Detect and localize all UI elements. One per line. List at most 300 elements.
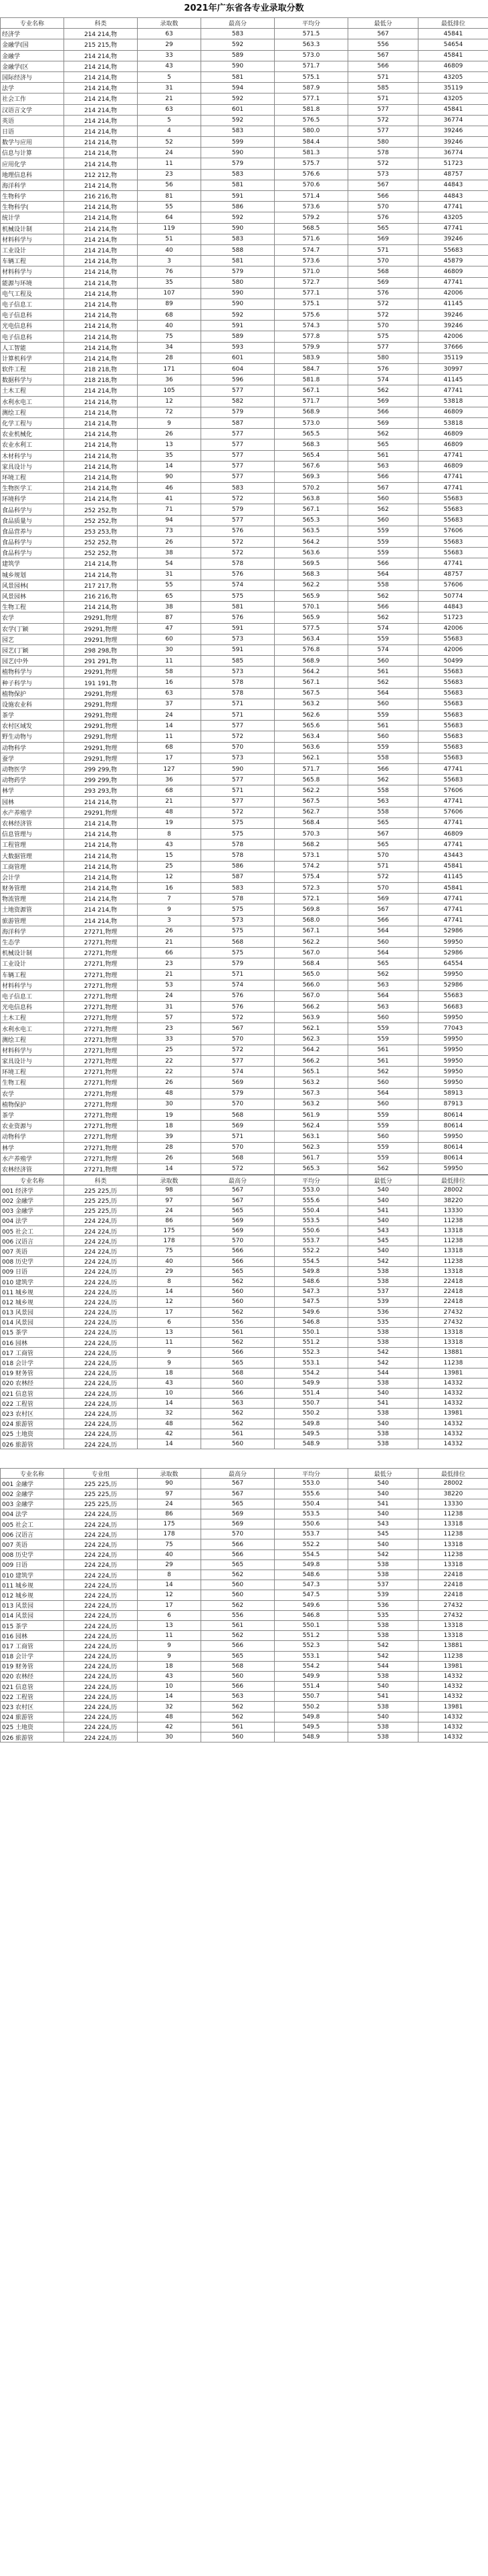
admitted-count-cell: 23	[138, 958, 201, 969]
table-row	[1, 288, 488, 299]
major-name-cell: 008 历史学	[1, 1256, 64, 1266]
major-name-cell: 城乡规划	[1, 569, 64, 580]
admitted-count-cell: 87	[138, 612, 201, 623]
min-rank-cell: 13881	[418, 1641, 488, 1651]
min-score-cell: 538	[348, 1439, 418, 1449]
table-row	[1, 569, 488, 580]
min-score-cell: 558	[348, 807, 418, 817]
category-cell: 214 214,物	[64, 148, 138, 158]
min-rank-cell: 47741	[418, 796, 488, 807]
major-name-cell: 环境科学	[1, 494, 64, 504]
category-cell: 299 299,物	[64, 763, 138, 774]
min-rank-cell: 14332	[418, 1429, 488, 1439]
category-cell: 224 224,历	[64, 1226, 138, 1236]
admitted-count-cell: 14	[138, 461, 201, 472]
min-rank-cell: 51723	[418, 612, 488, 623]
min-rank-cell: 43205	[418, 212, 488, 223]
avg-score-cell: 566.2	[275, 1056, 348, 1067]
min-rank-cell: 80614	[418, 1121, 488, 1131]
min-score-cell: 564	[348, 688, 418, 699]
avg-score-cell: 551.2	[275, 1631, 348, 1641]
min-rank-cell: 42006	[418, 331, 488, 342]
max-score-cell: 570	[201, 1099, 275, 1109]
max-score-cell: 566	[201, 1641, 275, 1651]
major-name-cell: 软件工程	[1, 364, 64, 375]
table-row	[1, 1206, 488, 1216]
max-score-cell: 568	[201, 936, 275, 947]
category-cell: 214 214,物	[64, 472, 138, 482]
major-name-cell: 大数据管理	[1, 850, 64, 861]
min-score-cell: 541	[348, 1692, 418, 1702]
avg-score-cell: 575.7	[275, 158, 348, 169]
max-score-cell: 571	[201, 785, 275, 796]
min-score-cell: 535	[348, 1610, 418, 1620]
max-score-cell: 567	[201, 1489, 275, 1499]
min-rank-cell: 64554	[418, 958, 488, 969]
max-score-cell: 591	[201, 191, 275, 202]
admitted-count-cell: 75	[138, 1539, 201, 1549]
major-name-cell: 005 社会工	[1, 1226, 64, 1236]
category-cell: 214 214,物	[64, 840, 138, 850]
min-rank-cell: 59950	[418, 1013, 488, 1023]
major-name-cell: 能源与环境	[1, 277, 64, 288]
min-rank-cell: 47741	[418, 904, 488, 915]
major-name-cell: 物流管理	[1, 894, 64, 904]
admitted-count-cell: 9	[138, 1358, 201, 1368]
min-rank-cell: 55683	[418, 699, 488, 709]
category-cell: 218 218,物	[64, 364, 138, 375]
admitted-count-cell: 7	[138, 894, 201, 904]
avg-score-cell: 576.8	[275, 645, 348, 655]
table-header-row	[1, 18, 488, 29]
admitted-count-cell: 37	[138, 699, 201, 709]
min-score-cell: 570	[348, 321, 418, 331]
max-score-cell: 577	[201, 775, 275, 785]
min-rank-cell: 45841	[418, 29, 488, 39]
major-name-cell: 025 土地资	[1, 1722, 64, 1732]
category-cell: 252 252,物	[64, 504, 138, 515]
min-score-cell: 540	[348, 1246, 418, 1256]
avg-score-cell: 554.5	[275, 1256, 348, 1266]
table-row	[1, 1570, 488, 1580]
major-name-cell: 018 会计学	[1, 1358, 64, 1368]
table-row	[1, 537, 488, 548]
avg-score-cell: 576.6	[275, 169, 348, 180]
min-rank-cell: 13330	[418, 1499, 488, 1509]
table-row	[1, 1013, 488, 1023]
table-row	[1, 417, 488, 428]
major-name-cell: 010 建筑学	[1, 1276, 64, 1286]
table-row	[1, 829, 488, 840]
min-rank-cell: 35119	[418, 83, 488, 94]
major-name-cell: 车辆工程	[1, 256, 64, 266]
min-rank-cell: 38220	[418, 1195, 488, 1206]
avg-score-cell: 551.4	[275, 1682, 348, 1692]
max-score-cell: 596	[201, 375, 275, 385]
header-category: 科类	[64, 18, 138, 29]
table-row	[1, 1276, 488, 1286]
avg-score-cell: 572.7	[275, 277, 348, 288]
min-score-cell: 562	[348, 969, 418, 980]
category-cell: 29291,物理	[64, 710, 138, 721]
avg-score-cell: 575.4	[275, 872, 348, 882]
avg-score-cell: 555.6	[275, 1489, 348, 1499]
category-cell: 293 293,物	[64, 785, 138, 796]
category-cell: 225 225,历	[64, 1185, 138, 1195]
category-cell: 214 214,物	[64, 439, 138, 450]
major-name-cell: 植物科学与	[1, 667, 64, 677]
table-row	[1, 1539, 488, 1549]
category-cell: 29291,物理	[64, 731, 138, 742]
max-score-cell: 572	[201, 1163, 275, 1174]
max-score-cell: 574	[201, 580, 275, 590]
avg-score-cell: 573.0	[275, 417, 348, 428]
avg-score-cell: 550.4	[275, 1499, 348, 1509]
major-name-cell: 动物科学	[1, 1131, 64, 1142]
min-rank-cell: 41145	[418, 872, 488, 882]
admitted-count-cell: 16	[138, 883, 201, 894]
major-name-cell: 015 茶学	[1, 1327, 64, 1337]
min-rank-cell: 55683	[418, 990, 488, 1001]
min-score-cell: 567	[348, 829, 418, 840]
min-rank-cell: 22418	[418, 1570, 488, 1580]
avg-score-cell: 550.2	[275, 1409, 348, 1419]
admitted-count-cell: 33	[138, 50, 201, 61]
min-score-cell: 559	[348, 1023, 418, 1034]
max-score-cell: 566	[201, 1549, 275, 1559]
min-score-cell: 570	[348, 850, 418, 861]
major-name-cell: 车辆工程	[1, 969, 64, 980]
major-name-cell: 家具设计与	[1, 1056, 64, 1067]
min-score-cell: 559	[348, 526, 418, 536]
table-row	[1, 115, 488, 126]
max-score-cell: 573	[201, 915, 275, 926]
min-score-cell: 540	[348, 1195, 418, 1206]
table-row	[1, 850, 488, 861]
max-score-cell: 583	[201, 234, 275, 244]
min-score-cell: 562	[348, 677, 418, 688]
score-table-physics	[0, 17, 488, 1175]
admitted-count-cell: 9	[138, 1641, 201, 1651]
major-name-cell: 023 农村区	[1, 1702, 64, 1712]
avg-score-cell: 549.8	[275, 1559, 348, 1570]
admitted-count-cell: 97	[138, 1195, 201, 1206]
max-score-cell: 562	[201, 1409, 275, 1419]
min-rank-cell: 45841	[418, 861, 488, 872]
major-name-cell: 农林经济管	[1, 1163, 64, 1174]
table-row	[1, 1317, 488, 1327]
min-rank-cell: 59950	[418, 936, 488, 947]
major-name-cell: 农学(丁颖	[1, 623, 64, 634]
min-score-cell: 571	[348, 71, 418, 82]
min-rank-cell: 52986	[418, 948, 488, 958]
max-score-cell: 567	[201, 1479, 275, 1489]
admitted-count-cell: 17	[138, 1307, 201, 1317]
max-score-cell: 583	[201, 29, 275, 39]
avg-score-cell: 546.8	[275, 1610, 348, 1620]
min-rank-cell: 55683	[418, 537, 488, 548]
min-rank-cell: 13881	[418, 1348, 488, 1358]
major-name-cell: 家具设计与	[1, 461, 64, 472]
category-cell: 214 214,物	[64, 883, 138, 894]
avg-score-cell: 563.2	[275, 699, 348, 709]
avg-score-cell: 553.7	[275, 1236, 348, 1246]
min-score-cell: 537	[348, 1287, 418, 1297]
min-rank-cell: 55683	[418, 244, 488, 255]
major-name-cell: 野生动物与	[1, 731, 64, 742]
avg-score-cell: 563.6	[275, 548, 348, 558]
min-score-cell: 556	[348, 39, 418, 50]
major-name-cell: 013 风景园	[1, 1307, 64, 1317]
max-score-cell: 575	[201, 948, 275, 958]
category-cell: 214 214,物	[64, 180, 138, 190]
category-cell: 224 224,历	[64, 1399, 138, 1409]
max-score-cell: 575	[201, 829, 275, 840]
table-row	[1, 753, 488, 763]
category-cell: 29291,物理	[64, 742, 138, 753]
max-score-cell: 578	[201, 894, 275, 904]
major-name-cell: 光电信息科	[1, 1002, 64, 1013]
major-name-cell: 026 旅游管	[1, 1732, 64, 1742]
major-name-cell: 动物医学	[1, 763, 64, 774]
major-name-cell: 英语	[1, 115, 64, 126]
major-name-cell: 经济学	[1, 29, 64, 39]
table-row	[1, 861, 488, 872]
max-score-cell: 575	[201, 590, 275, 601]
admitted-count-cell: 22	[138, 1067, 201, 1077]
min-rank-cell: 59950	[418, 1131, 488, 1142]
table-row	[1, 1419, 488, 1429]
min-score-cell: 571	[348, 861, 418, 872]
min-score-cell: 576	[348, 288, 418, 299]
table-row	[1, 883, 488, 894]
major-name-cell: 013 风景园	[1, 1600, 64, 1610]
major-name-cell: 人工智能	[1, 342, 64, 353]
score-table-history-a-body	[1, 1175, 488, 1449]
min-score-cell: 538	[348, 1429, 418, 1439]
major-name-cell: 电子信息工	[1, 990, 64, 1001]
admitted-count-cell: 12	[138, 872, 201, 882]
category-cell: 27271,物理	[64, 990, 138, 1001]
table-row	[1, 180, 488, 190]
min-score-cell: 577	[348, 104, 418, 115]
min-score-cell: 559	[348, 1153, 418, 1163]
table-row	[1, 580, 488, 590]
max-score-cell: 565	[201, 1266, 275, 1276]
min-score-cell: 538	[348, 1732, 418, 1742]
min-rank-cell: 14332	[418, 1399, 488, 1409]
min-rank-cell: 55683	[418, 504, 488, 515]
min-rank-cell: 22418	[418, 1297, 488, 1307]
avg-score-cell: 575.6	[275, 310, 348, 321]
max-score-cell: 589	[201, 331, 275, 342]
admitted-count-cell: 24	[138, 990, 201, 1001]
min-score-cell: 560	[348, 656, 418, 667]
table-row	[1, 169, 488, 180]
admitted-count-cell: 55	[138, 580, 201, 590]
min-rank-cell: 14332	[418, 1722, 488, 1732]
max-score-cell: 576	[201, 526, 275, 536]
min-rank-cell: 43205	[418, 94, 488, 104]
category-cell: 225 225,历	[64, 1206, 138, 1216]
category-cell: 224 224,历	[64, 1661, 138, 1671]
table-row	[1, 1429, 488, 1439]
max-score-cell: 572	[201, 494, 275, 504]
avg-score-cell: 570.2	[275, 483, 348, 494]
table-row	[1, 1519, 488, 1529]
category-cell: 27271,物理	[64, 926, 138, 936]
table-row	[1, 1661, 488, 1671]
min-score-cell: 538	[348, 1378, 418, 1388]
max-score-cell: 560	[201, 1378, 275, 1388]
avg-score-cell: 561.7	[275, 1153, 348, 1163]
table-row	[1, 969, 488, 980]
major-name-cell: 社会工作	[1, 94, 64, 104]
major-name-cell: 010 建筑学	[1, 1570, 64, 1580]
avg-score-cell: 577.8	[275, 331, 348, 342]
table-row	[1, 731, 488, 742]
avg-score-cell: 553.7	[275, 1529, 348, 1539]
min-score-cell: 540	[348, 1389, 418, 1399]
table-row	[1, 504, 488, 515]
avg-score-cell: 562.2	[275, 580, 348, 590]
category-cell: 214 214,物	[64, 385, 138, 396]
category-cell: 214 214,物	[64, 266, 138, 277]
category-cell: 224 224,历	[64, 1317, 138, 1327]
category-cell: 27271,物理	[64, 1121, 138, 1131]
avg-score-cell: 563.4	[275, 634, 348, 645]
min-rank-cell: 55683	[418, 731, 488, 742]
avg-score-cell: 562.1	[275, 753, 348, 763]
major-name-cell: 019 财务管	[1, 1661, 64, 1671]
min-rank-cell: 50774	[418, 590, 488, 601]
avg-score-cell: 568.2	[275, 840, 348, 850]
table-row	[1, 1692, 488, 1702]
admitted-count-cell: 4	[138, 126, 201, 136]
min-score-cell: 540	[348, 1216, 418, 1226]
table-header-row	[1, 1175, 488, 1185]
min-score-cell: 562	[348, 385, 418, 396]
category-cell: 252 252,物	[64, 537, 138, 548]
max-score-cell: 560	[201, 1580, 275, 1590]
category-cell: 215 215,物	[64, 39, 138, 50]
major-name-cell: 机械设计制	[1, 223, 64, 234]
table-row	[1, 429, 488, 439]
avg-score-cell: 571.4	[275, 191, 348, 202]
min-rank-cell: 27432	[418, 1307, 488, 1317]
admitted-count-cell: 17	[138, 1600, 201, 1610]
table-row	[1, 1368, 488, 1378]
min-score-cell: 545	[348, 1529, 418, 1539]
min-score-cell: 558	[348, 753, 418, 763]
min-rank-cell: 43443	[418, 850, 488, 861]
category-cell: 27271,物理	[64, 1109, 138, 1120]
min-rank-cell: 46809	[418, 439, 488, 450]
major-name-cell: 011 城乡规	[1, 1580, 64, 1590]
admitted-count-cell: 81	[138, 191, 201, 202]
major-name-cell: 008 历史学	[1, 1549, 64, 1559]
table-row	[1, 872, 488, 882]
min-score-cell: 569	[348, 417, 418, 428]
min-rank-cell: 27432	[418, 1600, 488, 1610]
major-name-cell: 工程管理	[1, 840, 64, 850]
category-cell: 214 214,物	[64, 202, 138, 212]
avg-score-cell: 564.2	[275, 1045, 348, 1055]
table-row	[1, 840, 488, 850]
min-score-cell: 543	[348, 1519, 418, 1529]
max-score-cell: 579	[201, 407, 275, 417]
avg-score-cell: 576.5	[275, 115, 348, 126]
admitted-count-cell: 63	[138, 688, 201, 699]
table-row	[1, 277, 488, 288]
min-score-cell: 570	[348, 202, 418, 212]
max-score-cell: 568	[201, 1109, 275, 1120]
min-rank-cell: 46809	[418, 407, 488, 417]
category-cell: 29291,物理	[64, 721, 138, 731]
min-rank-cell: 14332	[418, 1439, 488, 1449]
admitted-count-cell: 9	[138, 904, 201, 915]
major-name-cell: 生物工程	[1, 1077, 64, 1088]
category-cell: 214 214,物	[64, 817, 138, 828]
admitted-count-cell: 40	[138, 1549, 201, 1559]
category-cell: 214 214,物	[64, 299, 138, 309]
major-name-cell: 食品科学与	[1, 537, 64, 548]
avg-score-cell: 565.6	[275, 721, 348, 731]
table-row	[1, 1153, 488, 1163]
min-rank-cell: 55683	[418, 775, 488, 785]
admitted-count-cell: 42	[138, 1429, 201, 1439]
max-score-cell: 572	[201, 1013, 275, 1023]
major-name-cell: 018 会计学	[1, 1651, 64, 1661]
min-rank-cell: 57606	[418, 526, 488, 536]
min-rank-cell: 22418	[418, 1580, 488, 1590]
admitted-count-cell: 10	[138, 1682, 201, 1692]
header-min-score: 最低分	[348, 1175, 418, 1185]
admitted-count-cell: 26	[138, 1153, 201, 1163]
category-cell: 214 214,物	[64, 461, 138, 472]
category-cell: 29291,物理	[64, 807, 138, 817]
max-score-cell: 575	[201, 904, 275, 915]
max-score-cell: 583	[201, 126, 275, 136]
admitted-count-cell: 43	[138, 840, 201, 850]
major-name-cell: 003 金融学	[1, 1499, 64, 1509]
table-row	[1, 1195, 488, 1206]
table-row	[1, 61, 488, 71]
category-cell: 214 214,物	[64, 277, 138, 288]
category-cell: 27271,物理	[64, 1131, 138, 1142]
avg-score-cell: 574.3	[275, 321, 348, 331]
max-score-cell: 562	[201, 1600, 275, 1610]
min-rank-cell: 13330	[418, 1206, 488, 1216]
min-score-cell: 568	[348, 266, 418, 277]
min-score-cell: 538	[348, 1671, 418, 1681]
min-score-cell: 540	[348, 1185, 418, 1195]
min-score-cell: 563	[348, 461, 418, 472]
category-cell: 224 224,历	[64, 1348, 138, 1358]
table-row	[1, 1590, 488, 1600]
admitted-count-cell: 39	[138, 1131, 201, 1142]
min-score-cell: 560	[348, 1099, 418, 1109]
table-row	[1, 223, 488, 234]
max-score-cell: 601	[201, 353, 275, 363]
min-score-cell: 542	[348, 1348, 418, 1358]
min-rank-cell: 55683	[418, 710, 488, 721]
max-score-cell: 574	[201, 980, 275, 990]
admitted-count-cell: 18	[138, 1368, 201, 1378]
max-score-cell: 587	[201, 872, 275, 882]
max-score-cell: 560	[201, 1671, 275, 1681]
min-rank-cell: 36774	[418, 115, 488, 126]
